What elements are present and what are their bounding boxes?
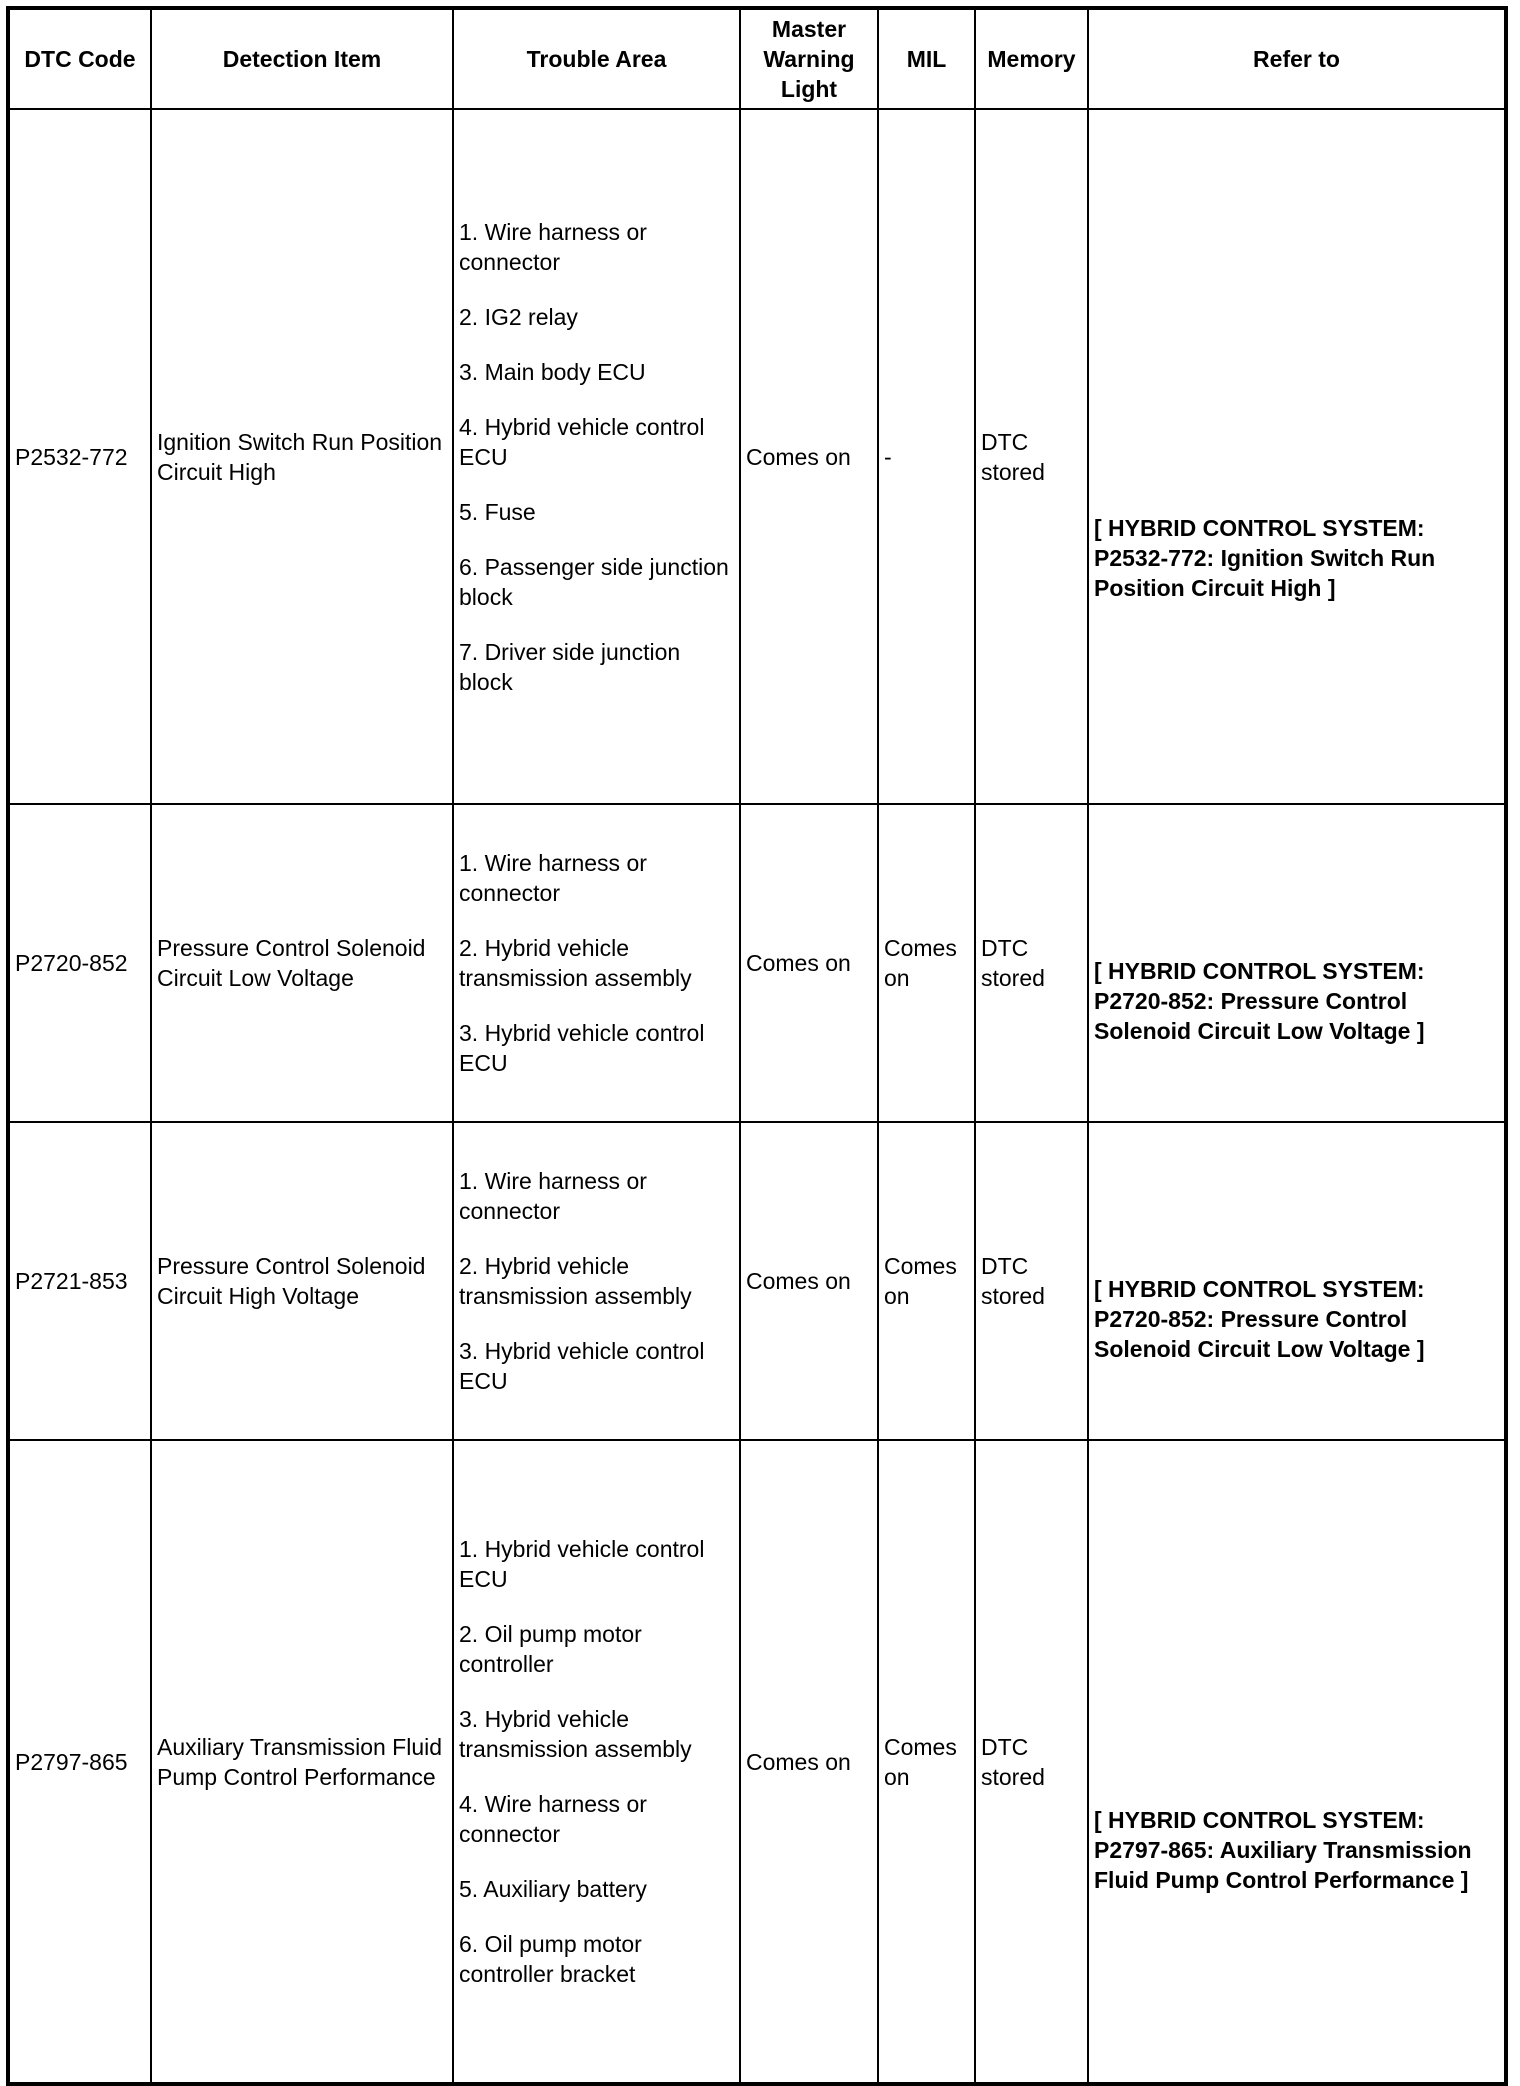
trouble-area-item: 2. Hybrid vehicle transmission assembly [459,935,692,991]
trouble-area-item: 1. Wire harness or connector [459,1168,647,1224]
trouble-area-item: 4. Wire harness or connector [459,1791,647,1847]
refer-to-link[interactable]: [ HYBRID CONTROL SYSTEM: P2720-852: Pressure Control Solenoid Circuit Low Voltage ] [1094,958,1425,1044]
detection-item-cell: Pressure Control Solenoid Circuit Low Voltage [151,804,453,1122]
table-row [8,804,1506,1122]
trouble-area-item: 1. Wire harness or connector [459,850,647,906]
trouble-area-item: 5. Fuse [459,498,536,525]
memory-cell: DTC stored [975,1440,1088,2084]
table-header-row [8,8,1506,109]
header-dtc-code: DTC Code [8,8,151,109]
detection-item-cell: Auxiliary Transmission Fluid Pump Control Performance [151,1440,453,2084]
header-refer-to: Refer to [1088,8,1506,109]
table-row [8,1440,1506,2084]
trouble-area-item: 6. Passenger side junction block [459,553,729,610]
refer-to-link[interactable]: [ HYBRID CONTROL SYSTEM: P2797-865: Auxiliary Transmission Fluid Pump Control Performance ] [1094,1806,1472,1893]
master-warning-light-cell: Comes on [740,109,878,804]
dtc-code-cell: P2797-865 [8,1440,151,2084]
trouble-area-item: 6. Oil pump motor controller bracket [459,1931,642,1987]
trouble-area-cell [453,804,740,1122]
header-detection-item: Detection Item [151,8,453,109]
mil-cell: - [878,109,975,804]
trouble-area-item: 3. Hybrid vehicle control ECU [459,1020,705,1076]
trouble-area-item: 5. Auxiliary battery [459,1876,647,1902]
trouble-area-cell [453,1440,740,2084]
memory-cell: DTC stored [975,1122,1088,1440]
trouble-area-item: 3. Hybrid vehicle control ECU [459,1338,705,1394]
detection-item-cell: Pressure Control Solenoid Circuit High Voltage [151,1122,453,1440]
refer-to-link[interactable]: [ HYBRID CONTROL SYSTEM: P2532-772: Ignition Switch Run Position Circuit High ] [1094,514,1436,601]
dtc-code-cell: P2532-772 [8,109,151,804]
header-memory: Memory [975,8,1088,109]
master-warning-light-cell: Comes on [740,804,878,1122]
master-warning-light-cell: Comes on [740,1122,878,1440]
trouble-area-item: 2. IG2 relay [459,303,578,330]
mil-cell: Comes on [878,804,975,1122]
memory-cell: DTC stored [975,109,1088,804]
dtc-code-cell: P2720-852 [8,804,151,1122]
dtc-table [6,6,1508,2086]
mil-cell: Comes on [878,1122,975,1440]
memory-cell: DTC stored [975,804,1088,1122]
trouble-area-item: 3. Hybrid vehicle transmission assembly [459,1706,692,1762]
trouble-area-item: 2. Hybrid vehicle transmission assembly [459,1253,692,1309]
trouble-area-item: 1. Hybrid vehicle control ECU [459,1536,705,1592]
trouble-area-item: 2. Oil pump motor controller [459,1621,642,1677]
header-mil: MIL [878,8,975,109]
trouble-area-item: 7. Driver side junction block [459,638,681,695]
table-row [8,109,1506,804]
header-master-warning-light: Master Warning Light [740,8,878,109]
trouble-area-item: 3. Main body ECU [459,358,646,385]
mil-cell: Comes on [878,1440,975,2084]
dtc-code-cell: P2721-853 [8,1122,151,1440]
refer-to-cell [1088,1440,1506,2084]
table-row [8,1122,1506,1440]
refer-to-link[interactable]: [ HYBRID CONTROL SYSTEM: P2720-852: Pressure Control Solenoid Circuit Low Voltage ] [1094,1276,1425,1362]
document-page [6,6,1508,2086]
trouble-area-item: 1. Wire harness or connector [459,218,647,275]
refer-to-cell [1088,804,1506,1122]
trouble-area-cell [453,109,740,804]
refer-to-cell [1088,109,1506,804]
refer-to-cell [1088,1122,1506,1440]
trouble-area-cell [453,1122,740,1440]
header-trouble-area: Trouble Area [453,8,740,109]
trouble-area-item: 4. Hybrid vehicle control ECU [459,413,705,470]
detection-item-cell: Ignition Switch Run Position Circuit High [151,109,453,804]
master-warning-light-cell: Comes on [740,1440,878,2084]
